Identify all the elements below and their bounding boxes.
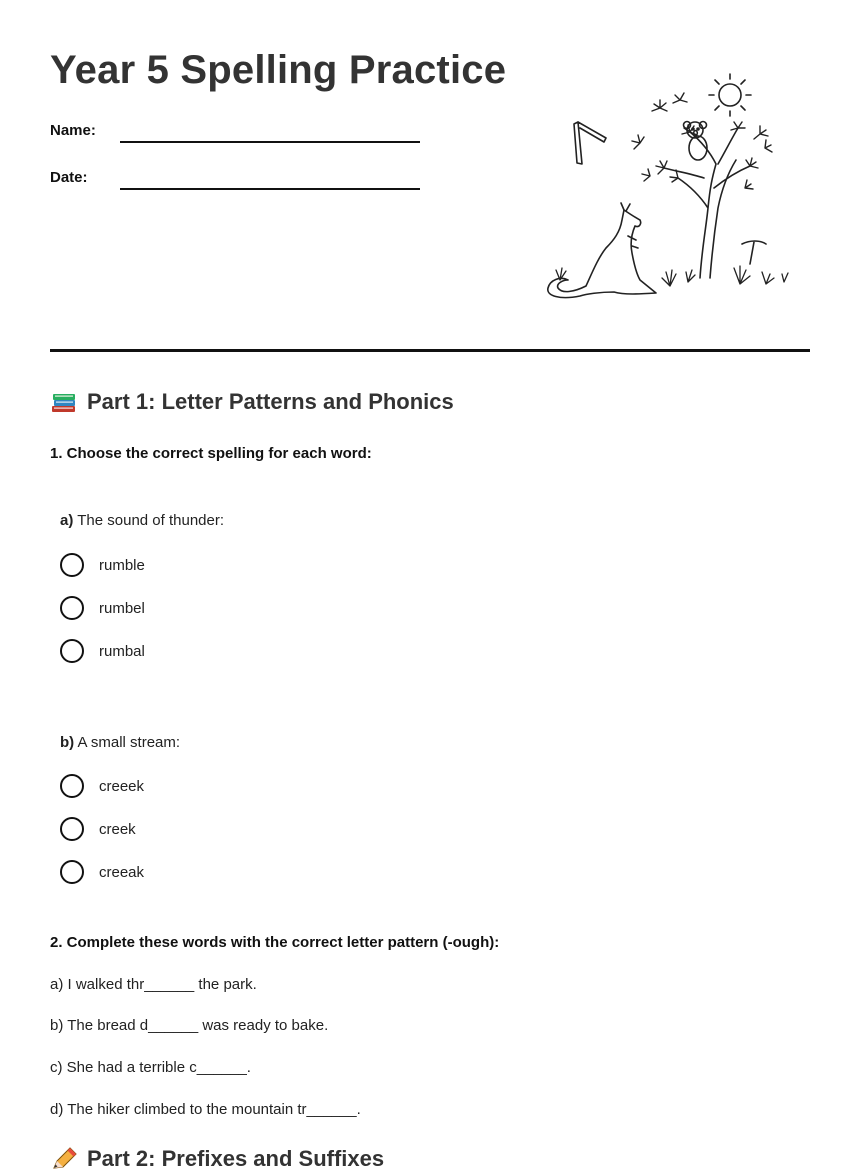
pickaxe-icon [742,241,766,264]
name-write-line[interactable] [120,141,420,143]
option-label: creek [99,820,136,838]
page-title: Year 5 Spelling Practice [50,48,507,92]
kangaroo-icon [548,203,656,298]
name-field-row [50,122,420,139]
outback-illustration [540,68,800,303]
option-label: creeak [99,863,145,881]
question-1b-text: A small stream: [77,734,181,751]
part2-title: Part 2: Prefixes and Suffixes [87,1146,385,1171]
date-field-row [50,169,420,186]
radio-circle-icon[interactable] [60,639,84,663]
radio-circle-icon[interactable] [60,860,84,884]
question-1-prompt: 1. Choose the correct spelling for each word: [50,445,372,462]
boomerang-icon [574,122,606,164]
part2-heading [50,1146,384,1172]
header-divider [50,349,810,352]
radio-circle-icon[interactable] [60,553,84,577]
question-2-prompt: 2. Complete these words with the correct letter pattern (-ough): [50,934,500,951]
name-label: Name: [50,122,96,139]
question-1b [60,734,180,751]
question-1a-text: The sound of thunder: [77,512,225,529]
fill-in-item-b[interactable]: b) The bread d______ was ready to bake. [50,1017,329,1034]
pencil-icon [50,1146,78,1172]
radio-circle-icon[interactable] [60,774,84,798]
books-icon [50,389,78,415]
question-1a-letter: a) [60,512,74,529]
option-1a-2[interactable] [60,596,145,620]
option-label: rumbal [99,642,145,660]
fill-in-item-a[interactable]: a) I walked thr______ the park. [50,976,257,993]
option-label: rumbel [99,599,145,617]
part1-title: Part 1: Letter Patterns and Phonics [87,389,454,414]
option-1a-3[interactable] [60,639,145,663]
option-label: creeek [99,777,145,795]
question-1b-letter: b) [60,734,75,751]
option-1b-3[interactable] [60,860,144,884]
radio-circle-icon[interactable] [60,817,84,841]
koala-icon [684,122,708,161]
part1-heading [50,389,454,415]
option-label: rumble [99,556,145,574]
option-1b-2[interactable] [60,817,136,841]
date-write-line[interactable] [120,188,420,190]
fill-in-item-c[interactable]: c) She had a terrible c______. [50,1059,251,1076]
fill-in-item-d[interactable]: d) The hiker climbed to the mountain tr______. [50,1101,361,1118]
date-label: Date: [50,169,88,186]
tree-foliage [632,93,772,189]
sun-icon [709,74,751,116]
radio-circle-icon[interactable] [60,596,84,620]
option-1a-1[interactable] [60,553,145,577]
question-1a [60,512,224,529]
option-1b-1[interactable] [60,774,144,798]
